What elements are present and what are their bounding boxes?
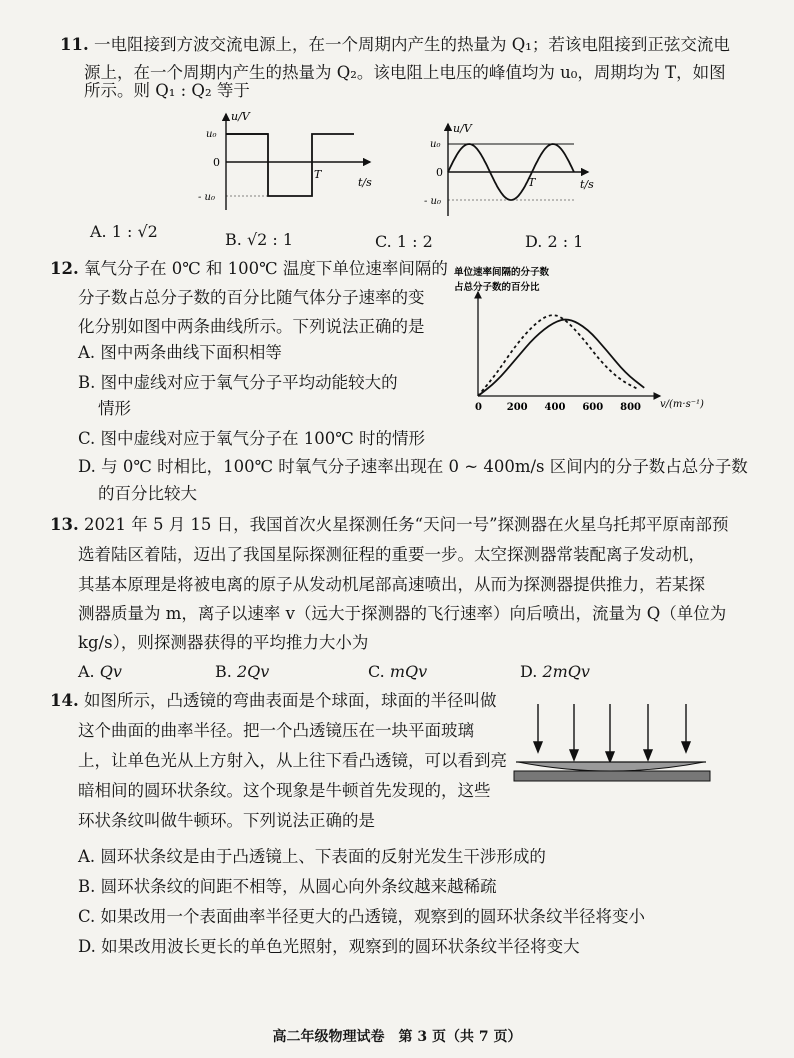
x-tick-label: 600: [582, 402, 604, 413]
curve-solid: [478, 320, 644, 396]
q14-option-c[interactable]: C. 如果改用一个表面曲率半径更大的凸透镜，观察到的圆环状条纹半径将变小: [78, 907, 646, 926]
q13-option-d[interactable]: D. 2mQv: [520, 662, 590, 681]
square-wave-graph: [198, 108, 398, 218]
q14-text-1: 如图所示，凸透镜的弯曲表面是个球面，球面的半径叫做: [83, 691, 497, 710]
q12-option-d-cont: 的百分比较大: [98, 484, 197, 503]
sin-y-label: u/V: [453, 122, 472, 135]
x-tick-label: 200: [506, 402, 528, 413]
chart-title-2: 占总分子数的百分比: [454, 282, 540, 293]
q12-text-1: 氧气分子在 0℃ 和 100℃ 温度下单位速率间隔的: [83, 259, 448, 278]
sq-T: T: [314, 168, 322, 181]
q14-line4: 暗相间的圆环状条纹。这个现象是牛顿首先发现的，这些: [78, 781, 491, 800]
q11-line3: 所示。则 Q₁ : Q₂ 等于: [84, 81, 250, 100]
q12-number: 12.: [50, 259, 79, 278]
sin-zero: 0: [436, 166, 443, 179]
q11-line2: 源上，在一个周期内产生的热量为 Q₂。该电阻上电压的峰值均为 u₀，周期均为 T，如图: [84, 63, 726, 82]
q14-line5: 环状条纹叫做牛顿环。下列说法正确的是: [78, 811, 375, 830]
q12-option-a[interactable]: A. 图中两条曲线下面积相等: [78, 343, 282, 362]
q12-option-d[interactable]: D. 与 0℃ 时相比，100℃ 时氧气分子速率出现在 0 ~ 400m/s 区间内的分子数占总分子数: [78, 457, 748, 476]
chart-x-label: v/(m·s⁻¹): [660, 399, 704, 410]
q11-line1: [60, 34, 730, 56]
q13-line2: 选着陆区着陆，迈出了我国星际探测征程的重要一步。太空探测器常装配离子发动机，: [78, 545, 705, 564]
q12-line1: [50, 258, 448, 280]
q14-line2: 这个曲面的曲率半径。把一个凸透镜压在一块平面玻璃: [78, 721, 474, 740]
q11-option-a[interactable]: A. 1 : √2: [90, 222, 158, 241]
q12-line2: 分子数占总分子数的百分比随气体分子速率的变: [78, 288, 425, 307]
chart-title-1: 单位速率间隔的分子数: [454, 267, 550, 278]
q11-option-d[interactable]: D. 2 : 1: [525, 232, 584, 251]
q11-number: 11.: [60, 35, 89, 54]
sq-t-label: t/s: [358, 176, 372, 189]
q13-line4: 测器质量为 m，离子以速率 v（远大于探测器的飞行速率）向后喷出，流量为 Q（单位为: [78, 604, 727, 623]
q13-line3: 其基本原理是将被电离的原子从发动机尾部高速喷出，从而为探测器提供推力，若某探: [78, 575, 705, 594]
q14-option-d[interactable]: D. 如果改用波长更长的单色光照射，观察到的圆环状条纹半径将变大: [78, 937, 580, 956]
sin-neg-u0: - u₀: [424, 196, 442, 207]
q11-option-b[interactable]: B. √2 : 1: [225, 230, 294, 249]
q13-line5: kg/s），则探测器获得的平均推力大小为: [78, 633, 369, 652]
q14-option-a[interactable]: A. 圆环状条纹是由于凸透镜上、下表面的反射光发生干涉形成的: [78, 847, 546, 866]
q13-line1: [50, 514, 729, 536]
sq-zero: 0: [213, 156, 220, 169]
q14-number: 14.: [50, 691, 79, 710]
sin-T: T: [528, 176, 536, 189]
q12-option-c[interactable]: C. 图中虚线对应于氧气分子在 100℃ 时的情形: [78, 429, 425, 448]
sq-y-label: u/V: [231, 110, 250, 123]
speed-distribution-chart: [452, 262, 722, 422]
sin-u0: u₀: [430, 139, 441, 150]
q14-line1: [50, 690, 496, 712]
x-tick-label: 0: [475, 402, 482, 413]
sq-u0: u₀: [206, 129, 217, 140]
q13-option-a[interactable]: A. Qv: [78, 662, 122, 681]
q13-text-1: 2021 年 5 月 15 日，我国首次火星探测任务“天问一号”探测器在火星乌托邦平原南部预: [83, 515, 729, 534]
q14-option-b[interactable]: B. 圆环状条纹的间距不相等，从圆心向外条纹越来越稀疏: [78, 877, 497, 896]
sine-wave-graph: [424, 118, 624, 218]
curve-dashed: [478, 315, 639, 396]
sin-t-label: t/s: [580, 178, 594, 191]
q12-line3: 化分别如图中两条曲线所示。下列说法正确的是: [78, 317, 425, 336]
q12-option-b[interactable]: B. 图中虚线对应于氧气分子平均动能较大的: [78, 373, 398, 392]
q13-number: 13.: [50, 515, 79, 534]
x-tick-label: 400: [544, 402, 566, 413]
q11-text-1: 一电阻接到方波交流电源上，在一个周期内产生的热量为 Q₁；若该电阻接到正弦交流电: [93, 35, 730, 54]
q13-option-c[interactable]: C. mQv: [368, 662, 428, 681]
q12-option-b-cont: 情形: [98, 399, 131, 418]
newton-rings-diagram: [508, 696, 718, 786]
q14-line3: 上，让单色光从上方射入，从上往下看凸透镜，可以看到亮: [78, 751, 507, 770]
x-tick-label: 800: [620, 402, 641, 413]
page-footer: 高二年级物理试卷 第 3 页（共 7 页）: [272, 1029, 522, 1045]
sq-neg-u0: - u₀: [198, 192, 216, 203]
q13-option-b[interactable]: B. 2Qv: [215, 662, 270, 681]
q11-option-c[interactable]: C. 1 : 2: [375, 232, 433, 251]
